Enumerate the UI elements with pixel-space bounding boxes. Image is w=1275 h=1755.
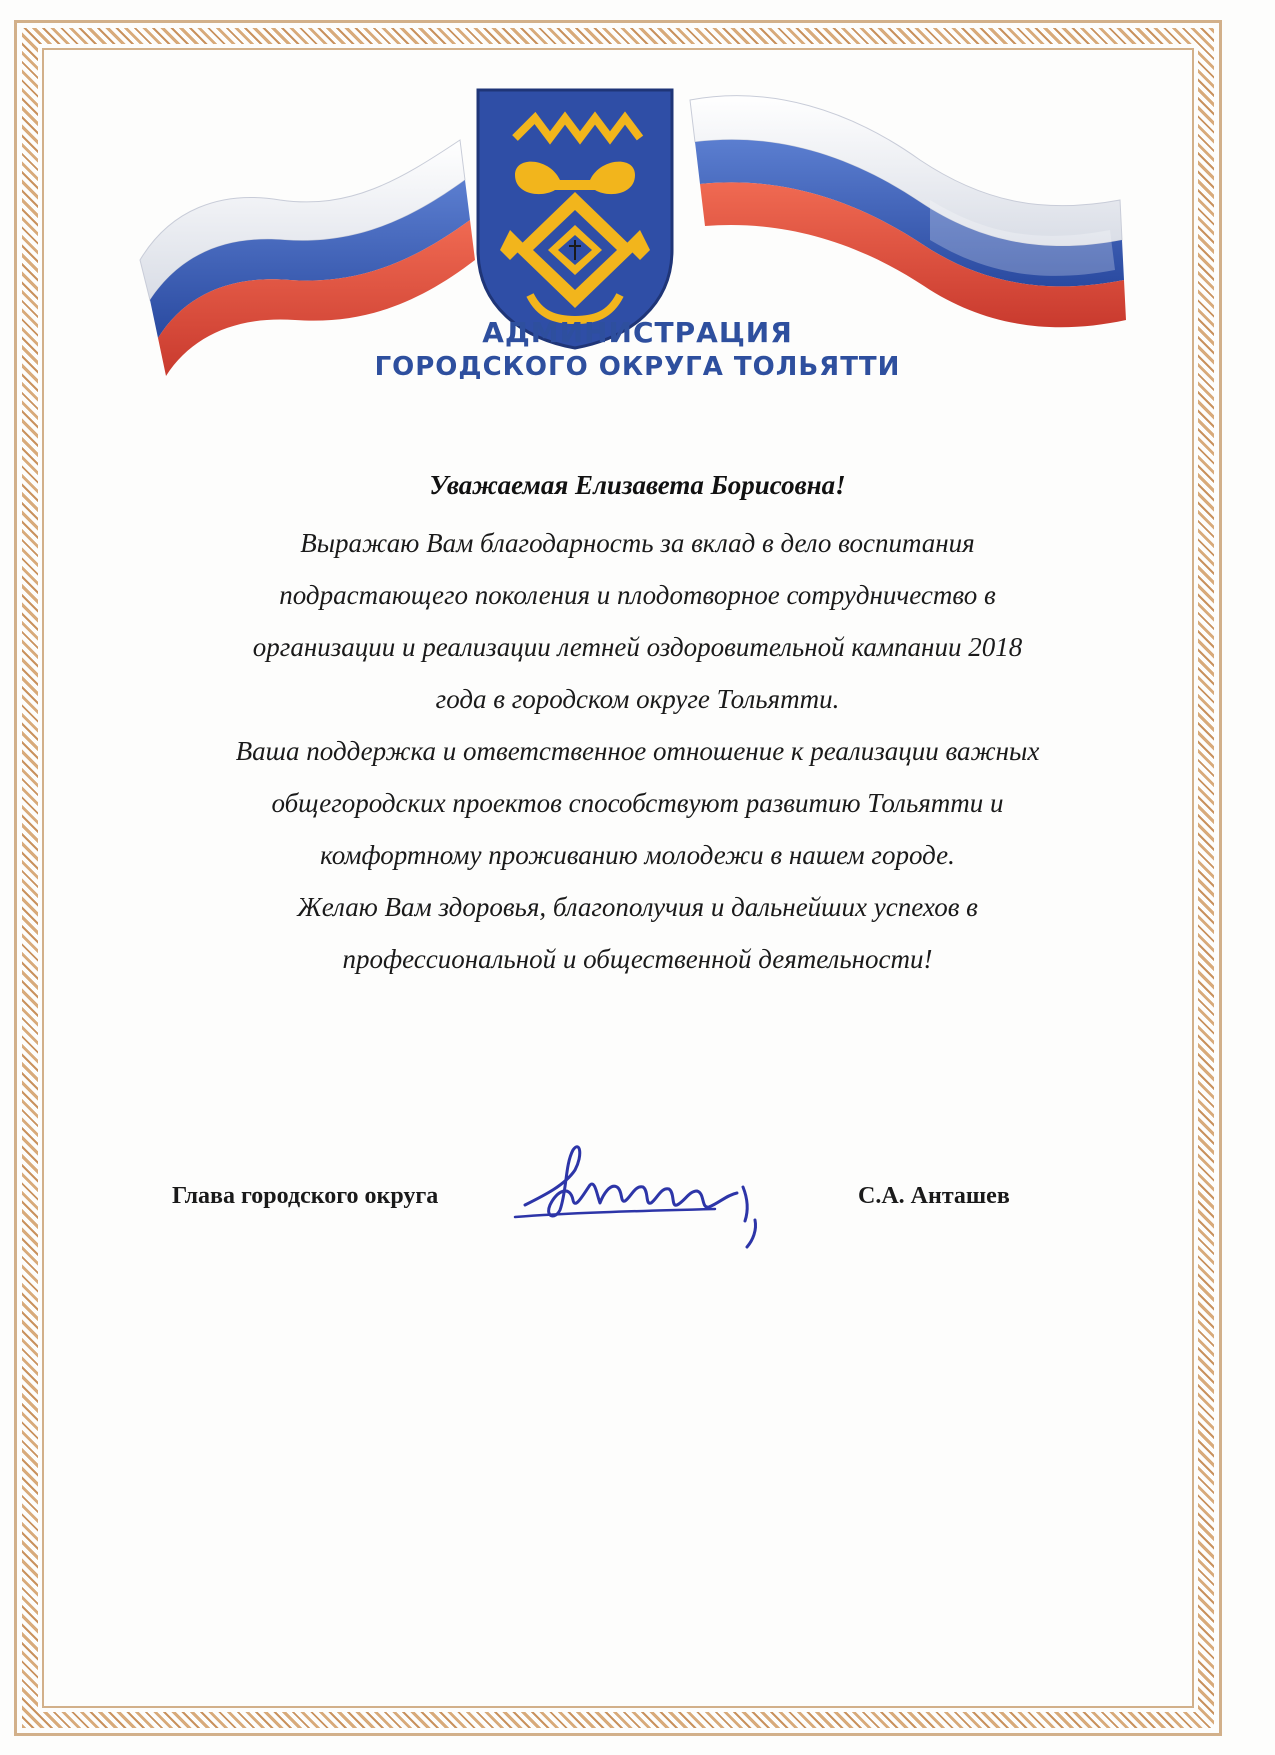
organization-subtitle: ГОРОДСКОГО ОКРУГА ТОЛЬЯТТИ [374,352,901,382]
letter-line: Ваша поддержка и ответственное отношение к реализации важных [235,736,1040,766]
letter-line: общегородских проектов способствуют развитию Тольятти и [271,788,1004,818]
salutation: Уважаемая Елизавета Борисовна! [429,470,846,500]
letter-line: организации и реализации летней оздоровительной кампании 2018 [252,632,1023,662]
city-emblem [478,90,672,348]
letter-line: профессиональной и общественной деятельности! [342,944,933,974]
letter-line: года в городском округе Тольятти. [435,684,840,714]
letter-line: подрастающего поколения и плодотворное сотрудничество в [279,580,996,610]
handwritten-signature [505,1125,795,1275]
signature-block [0,1175,1275,1255]
letter-line: Желаю Вам здоровья, благополучия и дальнейших успехов в [297,892,978,922]
signatory-position: Глава городского округа [172,1183,439,1209]
flag-ribbon-right [690,96,1126,328]
letter-line: Выражаю Вам благодарность за вклад в дело воспитания [300,528,975,558]
signatory-name: С.А. Анташев [858,1183,1010,1209]
organization-title: АДМИНИСТРАЦИЯ [482,316,793,349]
letter-line: комфортному проживанию молодежи в нашем городе. [320,840,955,870]
